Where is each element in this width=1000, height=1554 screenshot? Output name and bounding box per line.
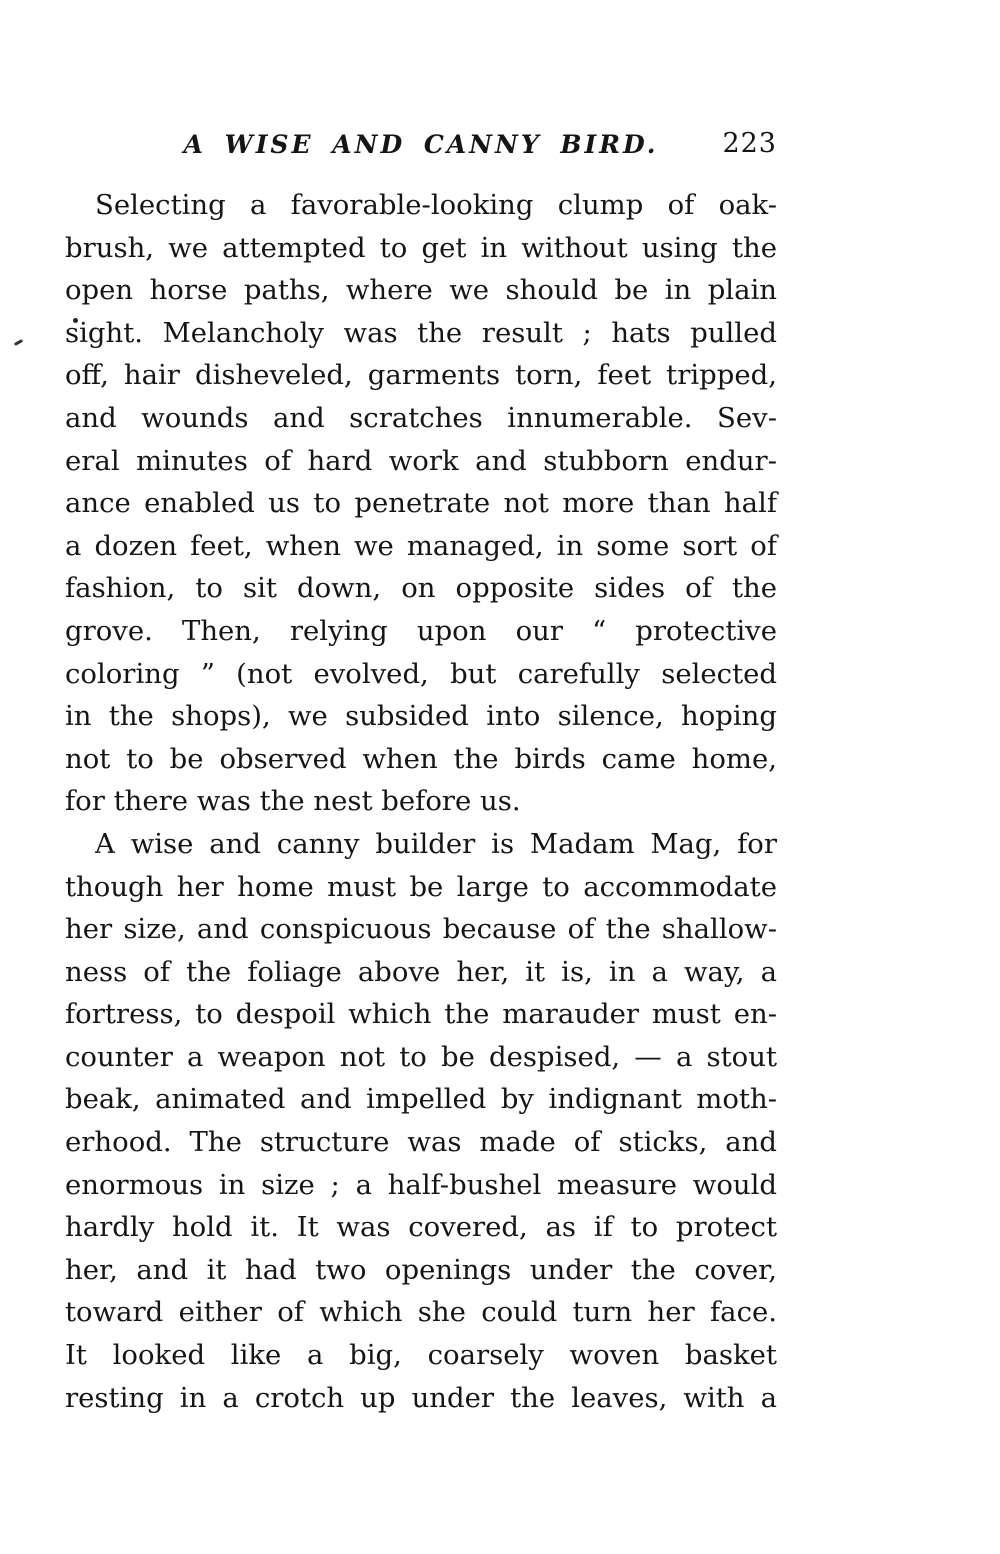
text-line: resting in a crotch up under the leaves, with a — [65, 1381, 777, 1414]
text-line: sight. Melancholy was the result ; hats pulled — [65, 316, 777, 349]
text-line: off, hair disheveled, garments torn, feet tripped, — [65, 359, 777, 392]
text-line: for there was the nest before us. — [65, 785, 521, 818]
text-line: ance enabled us to penetrate not more than half — [65, 487, 777, 520]
text-line: hardly hold it. It was covered, as if to protect — [65, 1211, 777, 1244]
text-line: fortress, to despoil which the marauder must en- — [65, 998, 777, 1031]
text-line: counter a weapon not to be despised, — a stout — [65, 1040, 777, 1073]
text-line: toward either of which she could turn her face. — [65, 1296, 777, 1329]
scan-speck — [14, 339, 23, 346]
text-line: erhood. The structure was made of sticks, and — [65, 1126, 777, 1159]
text-line: coloring ” (not evolved, but carefully selected — [65, 657, 777, 690]
page-header — [65, 130, 777, 164]
text-line: fashion, to sit down, on opposite sides of the — [65, 572, 777, 605]
text-line: a dozen feet, when we managed, in some sort of — [65, 529, 777, 562]
text-line: open horse paths, where we should be in plain — [65, 274, 777, 307]
text-line: not to be observed when the birds came home, — [65, 742, 777, 775]
text-line: and wounds and scratches innumerable. Sev- — [65, 401, 777, 434]
text-line: ness of the foliage above her, it is, in a way, a — [65, 955, 777, 988]
text-line: brush, we attempted to get in without using the — [65, 231, 777, 264]
text-line: grove. Then, relying upon our “ protective — [65, 614, 777, 647]
text-line: her size, and conspicuous because of the shallow- — [65, 913, 777, 946]
text-line: Selecting a favorable-looking clump of oak- — [95, 189, 777, 221]
text-line: It looked like a big, coarsely woven basket — [65, 1339, 777, 1372]
paragraph-2 — [65, 823, 777, 1419]
running-title: A WISE AND CANNY BIRD. — [183, 130, 659, 159]
page-number: 223 — [722, 128, 777, 159]
text-line: eral minutes of hard work and stubborn endur- — [65, 444, 777, 477]
text-line: her, and it had two openings under the cover, — [65, 1253, 777, 1286]
body-text — [65, 184, 777, 1419]
text-line: though her home must be large to accommodate — [65, 870, 777, 903]
text-line: A wise and canny builder is Madam Mag, for — [95, 827, 777, 860]
text-line: beak, animated and impelled by indignant moth- — [65, 1083, 777, 1116]
text-line: in the shops), we subsided into silence, hoping — [65, 700, 777, 733]
text-line: enormous in size ; a half-bushel measure would — [65, 1168, 777, 1201]
paragraph-1 — [65, 184, 777, 823]
